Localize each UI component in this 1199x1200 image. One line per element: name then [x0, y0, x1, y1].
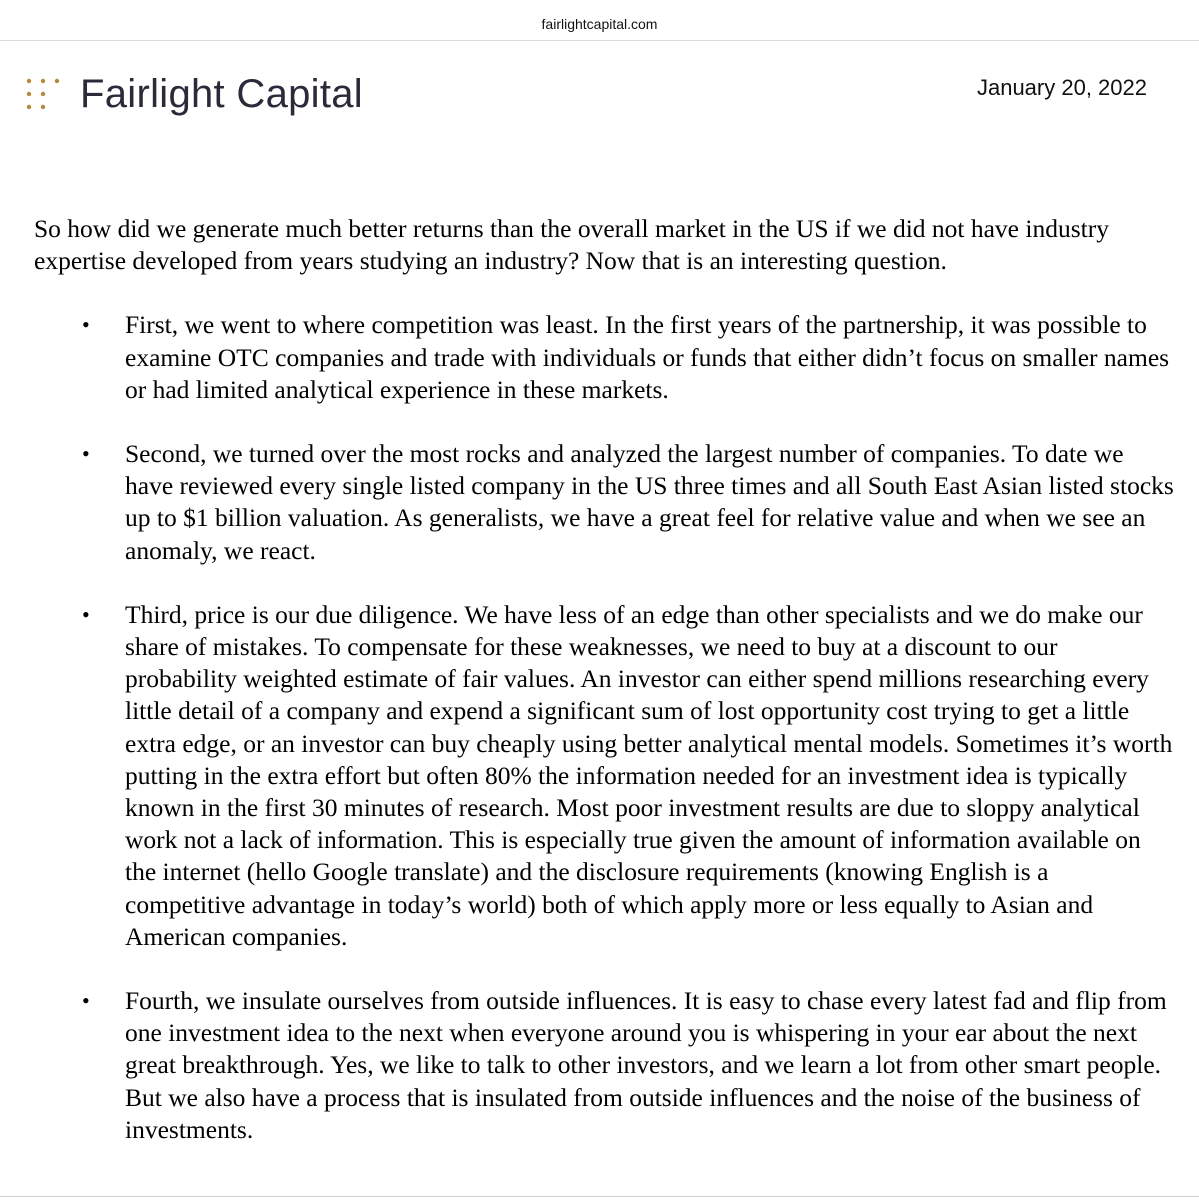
- bullet-icon: •: [82, 312, 90, 338]
- list-item-text: First, we went to where competition was least. In the first years of the partnership, it was possible to examine OTC companies and trade with individuals or funds that either didn’t focus on smaller names or had limited analytical experience in these markets.: [125, 310, 1170, 404]
- list-item: [34, 309, 1174, 406]
- page-bottom-divider: [0, 1196, 1199, 1197]
- browser-address-bar[interactable]: [0, 0, 1199, 41]
- intro-paragraph: So how did we generate much better returns than the overall market in the US if we did not have industry expertise developed from years studying an industry? Now that is an interesting question.: [34, 214, 1109, 276]
- list-item: [34, 985, 1174, 1146]
- url-text[interactable]: fairlightcapital.com: [541, 16, 658, 32]
- list-item-text: Third, price is our due diligence. We have less of an edge than other specialists and we do make our share of mistakes. To compensate for these weaknesses, we need to buy at a discount to our probability weighted estimate of fair values. An investor can either spend millions researching every little detail of a company and expend a significant sum of lost opportunity cost trying to get a little extra edge, or an investor can buy cheaply using better analytical mental models. Sometimes it’s worth putting in the extra effort but often 80% the information needed for an investment idea is typically known in the first 30 minutes of research. Most poor investment results are due to sloppy analytical work not a lack of information. This is especially true given the amount of information available on the internet (hello Google translate) and the disclosure requirements (knowing English is a competitive advantage in today’s world) both of which apply more or less equally to Asian and American companies.: [125, 599, 1173, 951]
- logo-text: Fairlight Capital: [80, 72, 363, 116]
- letter-date: January 20, 2022: [976, 75, 1147, 100]
- bullet-icon: •: [82, 441, 90, 467]
- list-item: [34, 438, 1174, 567]
- list-item-text: Fourth, we insulate ourselves from outside influences. It is easy to chase every latest fad and flip from one investment idea to the next when everyone around you is whispering in your ear about the next great breakthrough. Yes, we like to talk to other investors, and we learn a lot from other smart people. But we also have a process that is insulated from outside influences and the noise of the business of investments.: [125, 986, 1167, 1144]
- bullet-icon: •: [82, 601, 90, 627]
- bullet-icon: •: [82, 988, 90, 1014]
- list-item-text: Second, we turned over the most rocks and analyzed the largest number of companies. To date we have reviewed every single listed company in the US three times and all South East Asian listed stocks up to $1 billion valuation. As generalists, we have a great feel for relative value and when we see an anomaly, we react.: [125, 439, 1174, 565]
- letter-body: [34, 213, 1174, 1178]
- list-item: [34, 599, 1174, 953]
- bullet-list: [34, 309, 1174, 1146]
- dots-logo-icon: [26, 78, 62, 110]
